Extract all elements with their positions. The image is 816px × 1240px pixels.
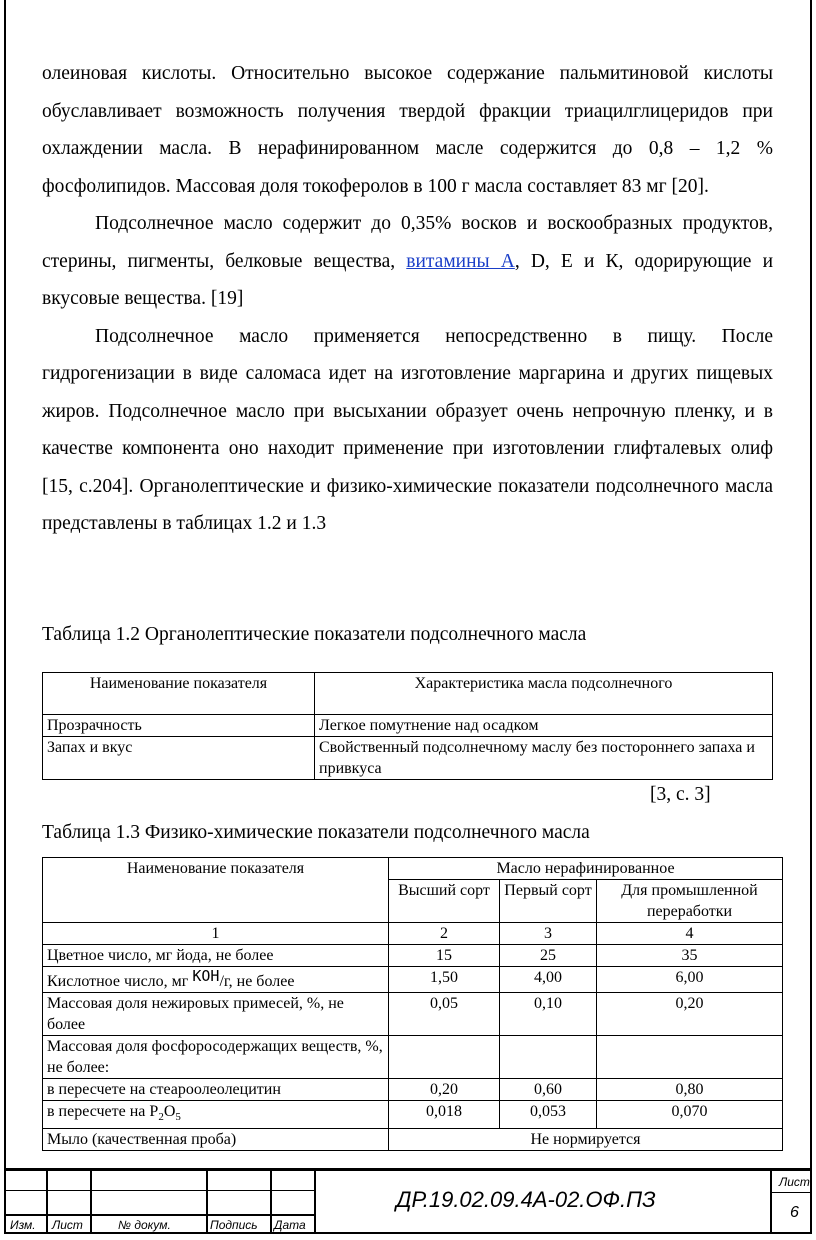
table-row: Цветное число, мг йода, не более 15 25 35 <box>43 945 783 967</box>
table-row: Мыло (качественная проба) Не нормируется <box>43 1129 783 1151</box>
paragraph-1: олеиновая кислоты. Относительно высокое содержание пальмитиновой кислоты обуславливает возможность получения твердой фракции триацилглицеридов при охлаждении масла. В нерафинированном масле содержится до 0,8 – 1,2 % фосфолипидов. Массовая доля токоферолов в 100 г масла составляет 83 мг [20]. <box>42 63 773 197</box>
table-organoleptic <box>42 672 773 780</box>
stamp-label-date: Дата <box>274 1218 306 1232</box>
paragraph-2: Подсолнечное масло содержит до 0,35% восков и воскообразных продуктов, стерины, пигменты, белковые вещества, витамины А, D, Е и К, одорирующие и вкусовые вещества. [19] <box>42 213 774 309</box>
table2-caption: Таблица 1.3 Физико-химические показатели подсолнечного масла <box>42 822 590 843</box>
stamp-label-docnum: № докум. <box>118 1218 171 1232</box>
title-block-stamp <box>4 1168 812 1234</box>
body-text <box>42 55 773 543</box>
table1-source: [3, с. 3] <box>650 784 711 805</box>
table1-caption: Таблица 1.2 Органолептические показатели подсолнечного масла <box>42 624 587 645</box>
table1-header-name: Наименование показателя <box>43 673 315 715</box>
table-row: Массовая доля нежировых примесей, %, не более 0,05 0,10 0,20 <box>43 993 783 1036</box>
vitamin-a-link[interactable]: витамины А <box>406 250 515 272</box>
stamp-label-sheet: Лист <box>52 1218 83 1232</box>
stamp-sheet-label: Лист <box>779 1175 810 1189</box>
table-row: 1 2 3 4 <box>43 923 783 945</box>
paragraph-3: Подсолнечное масло применяется непосредственно в пищу. После гидрогенизации в виде саломаса идет на изготовление маргарина и других пищевых жиров. Подсолнечное масло при высыхании образует очень непрочную пленку, и в качестве компонента оно находит применение при изготовлении глифталевых олиф [15, с.204]. Органолептические и физико-химические показатели подсолнечного масла представлены в таблицах 1.2 и 1.3 <box>42 325 773 534</box>
sheet-number: 6 <box>790 1204 799 1221</box>
table-row: Массовая доля фосфоросодержащих веществ, %, не более: <box>43 1036 783 1079</box>
koh-formula: KOH <box>192 967 220 985</box>
table-row: в пересчете на $Р_2О_5$ 0,018 0,053 0,070 <box>43 1101 783 1129</box>
table-row: в пересчете на стеароолеолецитин 0,20 0,60 0,80 <box>43 1079 783 1101</box>
stamp-label-signature: Подпись <box>210 1218 258 1232</box>
table1-header-char: Характеристика масла подсолнечного <box>315 673 773 715</box>
table-row: Прозрачность Легкое помутнение над осадком <box>43 715 773 737</box>
stamp-label-change: Изм. <box>10 1218 36 1232</box>
table-row: Кислотное число, мг KOH/г, не более 1,50 4,00 6,00 <box>43 967 783 993</box>
table2-header-name: Наименование показателя <box>43 858 389 923</box>
table2-header-group: Масло нерафинированное <box>389 858 783 880</box>
document-code: ДР.19.02.09.4А-02.ОФ.ПЗ <box>396 1187 656 1212</box>
table-row: Запах и вкус Свойственный подсолнечному маслу без постороннего запаха и привкуса <box>43 737 773 780</box>
table-physicochemical: Наименование показателя Масло нерафинированное Высший сорт Первый сорт Для промышленной переработки 1 2 3 4 Цветное число, мг йода, не более 15 25 35 Кислотное число, мг KOH/г, не более 1,50 4,00 6,00 Массовая доля нежировых примесей, %, не более 0,05 0,10 0,20 Массовая доля фосфоросодержащих веществ, %, не более: в пересчете на стеароолеолецитин 0,20 0,60 0,80 в пересчете на $Р_2О_5$ 0,018 0,053 0,070 Мыло (качественная проба) Не нормируется <box>42 857 783 1151</box>
